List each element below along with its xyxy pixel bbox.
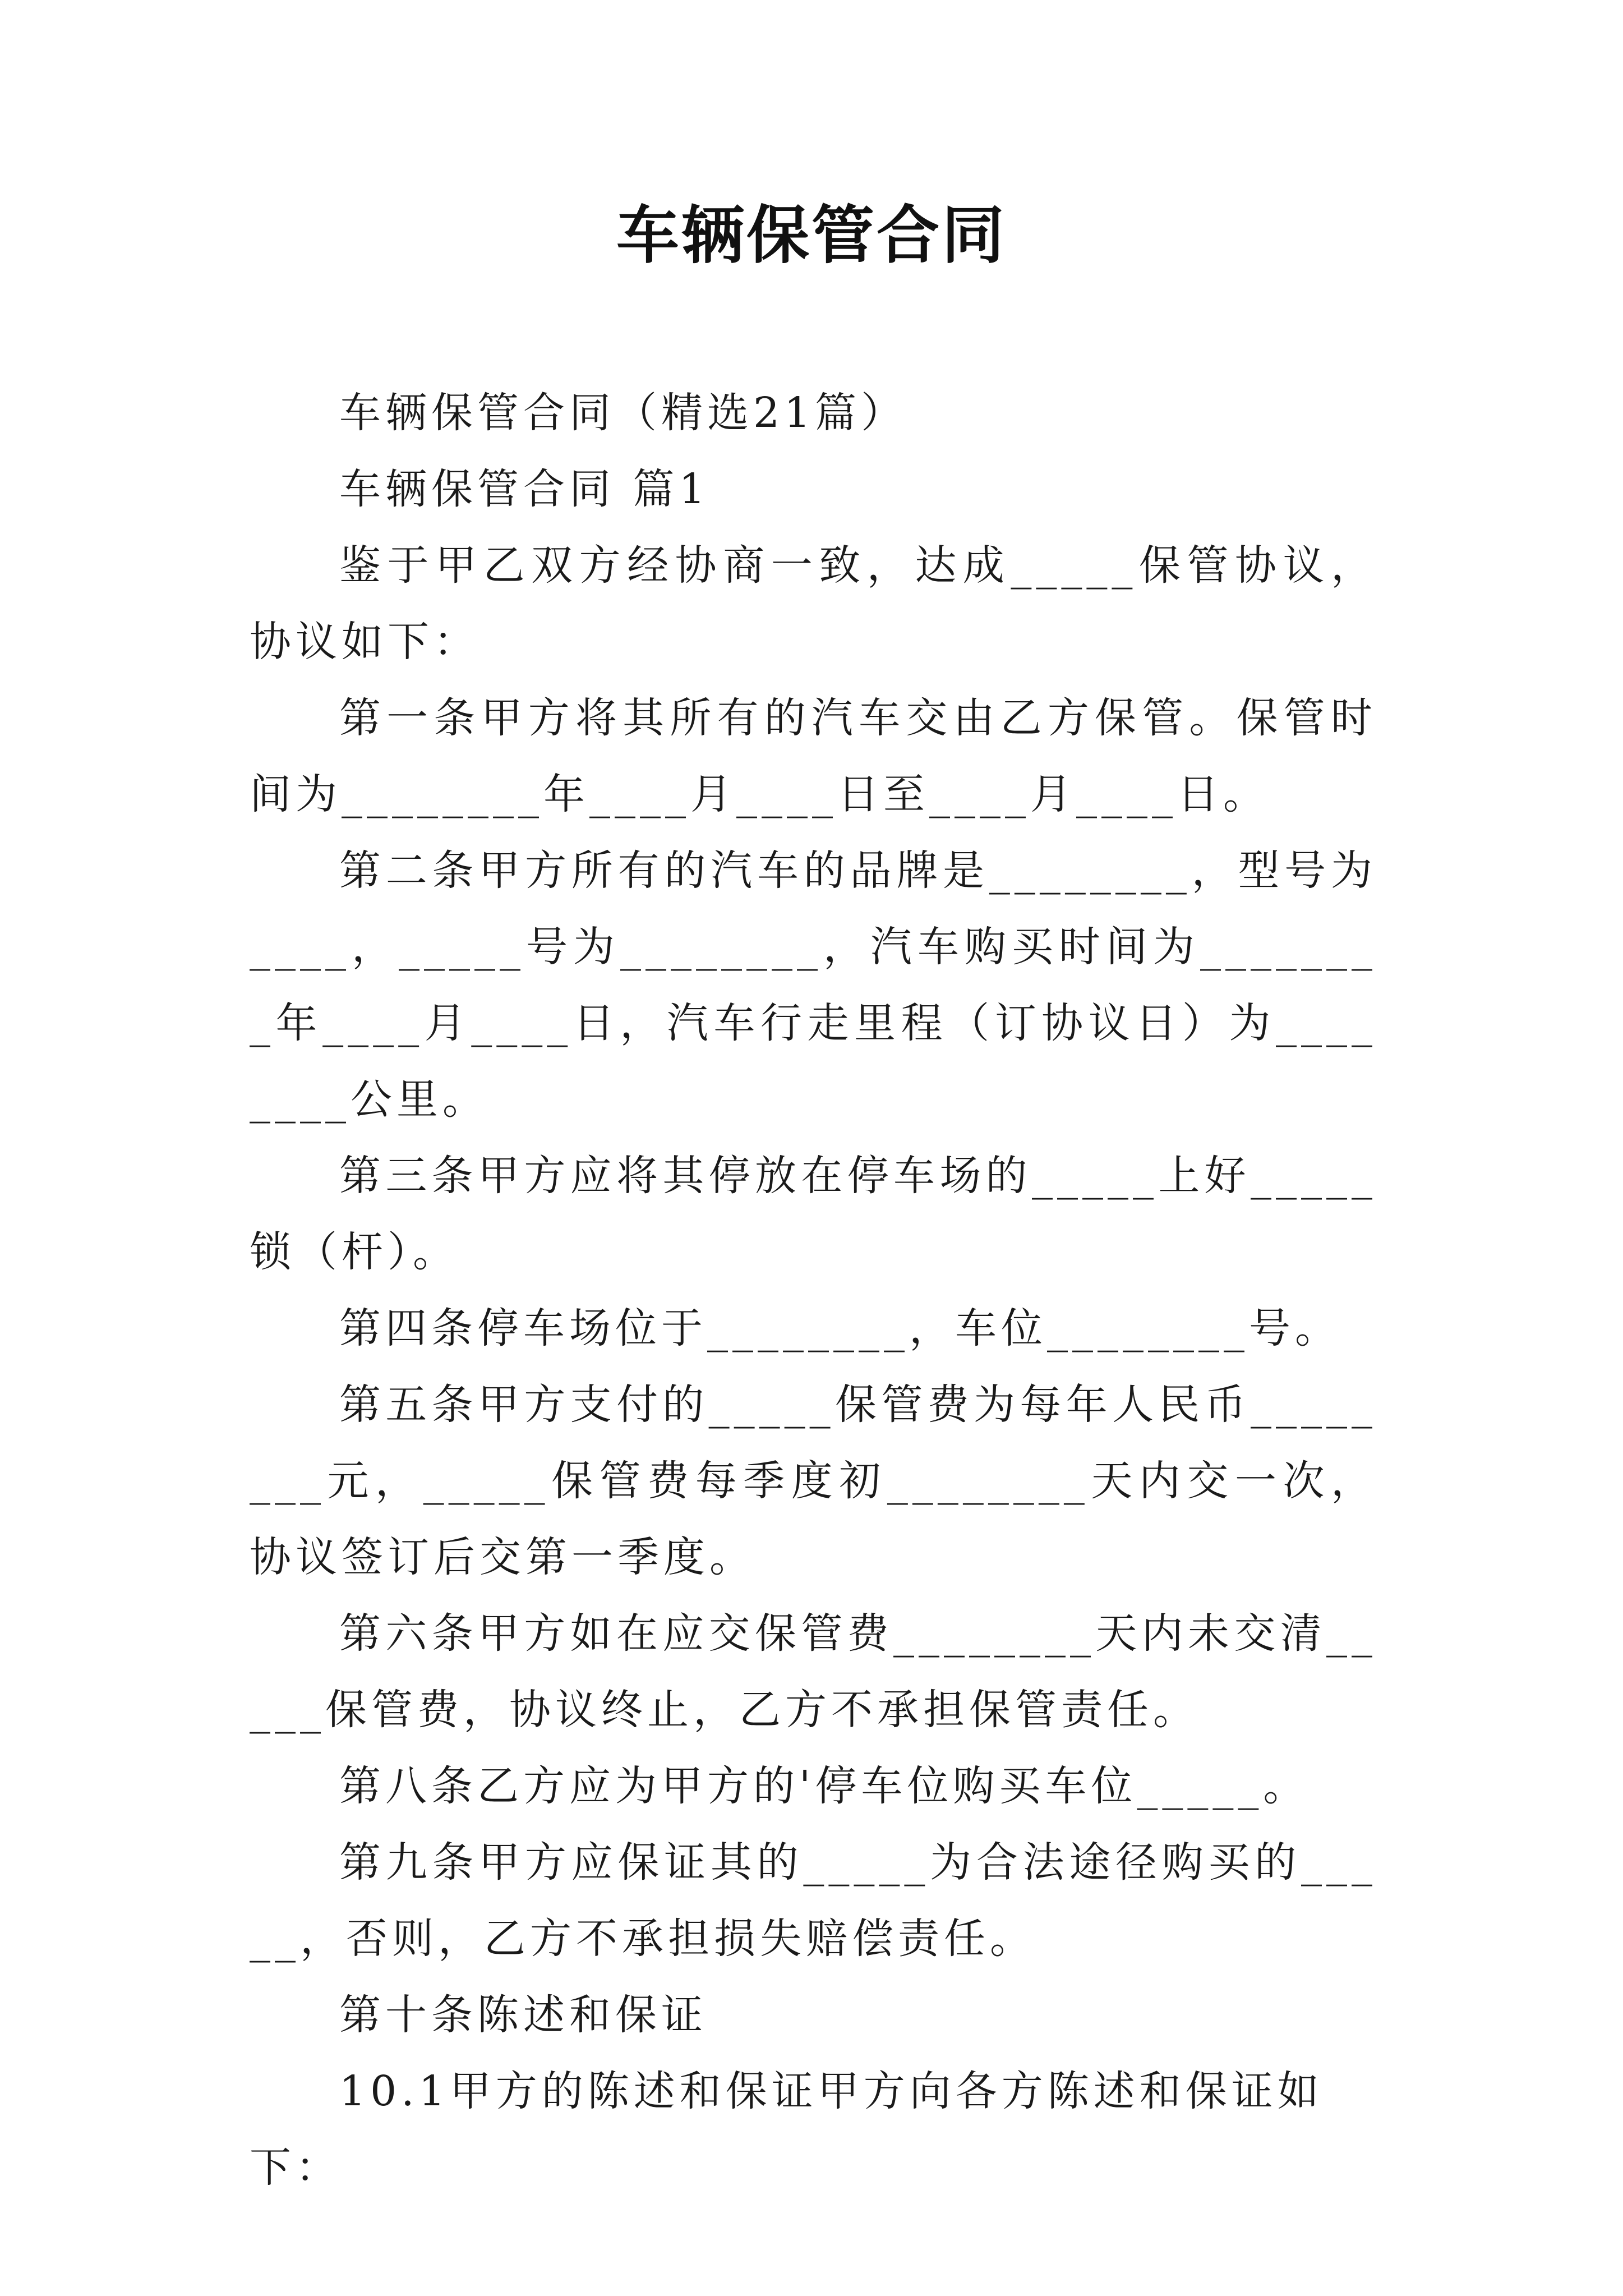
paragraph-article-6: 第六条甲方如在应交保管费________天内未交清_____保管费，协议终止，乙方不承担保管责任。 [250, 1609, 1377, 1734]
document-body [250, 375, 1377, 2206]
paragraph-article-10: 第十条陈述和保证 [339, 1991, 707, 2039]
paragraph-article-3: 第三条甲方应将其停放在停车场的_____上好_____锁（杆）。 [250, 1152, 1377, 1276]
paragraph-article-8: 第八条乙方应为甲方的'停车位购买车位_____。 [339, 1762, 1310, 1810]
paragraph-subtitle: 车辆保管合同（精选21篇） [339, 389, 907, 437]
document-title: 车辆保管合同 [616, 199, 1007, 272]
paragraph-article-4: 第四条停车场位于________，车位________号。 [339, 1304, 1341, 1352]
paragraph-article-10-1: 10.1甲方的陈述和保证甲方向各方陈述和保证如下： [250, 2067, 1324, 2192]
paragraph-preamble: 鉴于甲乙双方经协商一致，达成_____保管协议，协议如下： [250, 541, 1377, 666]
paragraph-article-1: 第一条甲方将其所有的汽车交由乙方保管。保管时间为________年____月____日至____月____日。 [250, 694, 1377, 818]
paragraph-article-9: 第九条甲方应保证其的_____为合法途径购买的_____，否则，乙方不承担损失赔偿责任。 [250, 1838, 1377, 1963]
paragraph-section-heading: 车辆保管合同 篇1 [339, 465, 710, 513]
paragraph-article-2: 第二条甲方所有的汽车的品牌是________，型号为____，_____号为________，汽车购买时间为________年____月____日，汽车行走里程（订协议日）为________公里。 [250, 846, 1377, 1124]
paragraph-article-5: 第五条甲方支付的_____保管费为每年人民币________元，_____保管费每季度初________天内交一次，协议签订后交第一季度。 [250, 1381, 1377, 1581]
